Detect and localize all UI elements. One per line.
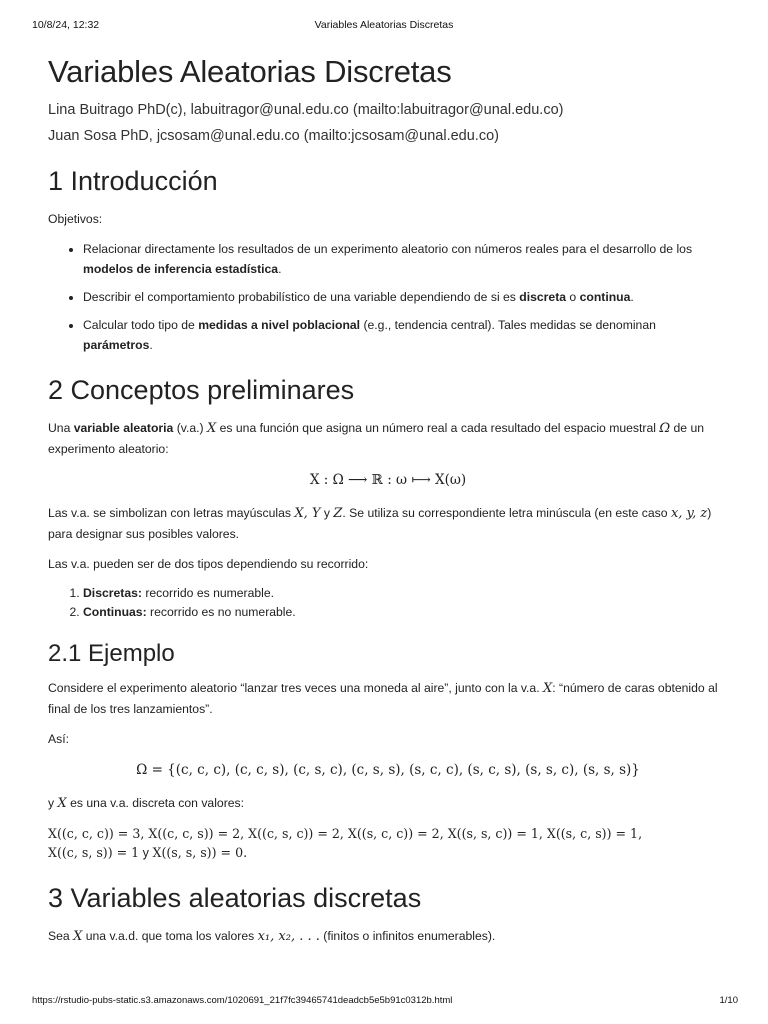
author-line-2: Juan Sosa PhD, jcsosam@unal.edu.co (mailto:jcsosam@unal.edu.co) <box>48 128 499 144</box>
document-body <box>48 54 728 957</box>
paragraph-asi: Así: <box>48 732 69 746</box>
author-line-1: Lina Buitrago PhD(c), labuitragor@unal.edu.co (mailto:labuitragor@unal.edu.co) <box>48 102 564 118</box>
paragraph-tipos: Las v.a. pueden ser de dos tipos dependiendo su recorrido: <box>48 557 369 571</box>
equation-line: X((c, c, c)) = 3, X((c, c, s)) = 2, X((c, s, c)) = 2, X((s, c, c)) = 2, X((s, s, c)) = 1, X((s, c, s)) = 1, <box>48 826 643 841</box>
paragraph-experimento: Considere el experimento aleatorio “lanzar tres veces una moneda al aire”, junto con la v.a. X: “número de caras obtenido al final de los tres lanzamientos”. <box>48 681 718 716</box>
equation-definicion: X : Ω ⟶ ℝ : ω ⟼ X(ω) <box>309 472 467 488</box>
print-datetime: 10/8/24, 12:32 <box>32 19 100 31</box>
list-item: 1. Discretas: recorrido es numerable. <box>83 584 728 603</box>
section-heading-ejemplo: 2.1 Ejemplo <box>48 640 175 667</box>
paragraph-vad: Sea X una v.a.d. que toma los valores x₁, x₂, . . . (finitos o infinitos enumerables). <box>48 929 496 944</box>
section-heading-introduccion: 1 Introducción <box>48 166 218 196</box>
print-doc-title: Variables Aleatorias Discretas <box>314 19 454 31</box>
list-item: • Calcular todo tipo de medidas a nivel poblacional (e.g., tendencia central). Tales medidas se denominan parámetros. <box>83 315 728 355</box>
print-footer <box>0 995 768 1009</box>
paragraph-valores: y X es una v.a. discreta con valores: <box>48 796 245 811</box>
print-url: https://rstudio-pubs-static.s3.amazonaws.com/1020691_21f7fc39465741deadcb5e5b91c0312b.html <box>32 995 453 1006</box>
list-item: • Relacionar directamente los resultados de un experimento aleatorio con números reales para el desarrollo de los modelos de inferencia estadística. <box>83 239 728 279</box>
paragraph-definicion: Una variable aleatoria (v.a.) X es una función que asigna un número real a cada resultado del espacio muestral Ω de un experimento aleatorio: <box>48 421 705 456</box>
equation-omega: Ω = {(c, c, c), (c, c, s), (c, s, c), (c, s, s), (s, c, c), (s, c, s), (s, s, c), (s, s, s)} <box>136 762 640 778</box>
print-page-number: 1/10 <box>719 995 738 1006</box>
tipos-list <box>48 584 728 622</box>
equation-line: X((c, s, s)) = 1 y X((s, s, s)) = 0. <box>48 845 248 860</box>
page-title: Variables Aleatorias Discretas <box>48 54 452 89</box>
objetivos-list <box>48 239 728 355</box>
print-header <box>0 19 768 33</box>
equation-valores <box>48 824 728 863</box>
list-item: • Describir el comportamiento probabilístico de una variable dependiendo de si es discreta o continua. <box>83 287 728 307</box>
list-item: 2. Continuas: recorrido es no numerable. <box>83 603 728 622</box>
objetivos-label: Objetivos: <box>48 212 103 226</box>
section-heading-conceptos: 2 Conceptos preliminares <box>48 375 355 405</box>
paragraph-notacion: Las v.a. se simbolizan con letras mayúsculas X, Y y Z. Se utiliza su correspondiente letra minúscula (en este caso x, y, z) para designar sus posibles valores. <box>48 506 712 541</box>
section-heading-vad: 3 Variables aleatorias discretas <box>48 883 422 913</box>
